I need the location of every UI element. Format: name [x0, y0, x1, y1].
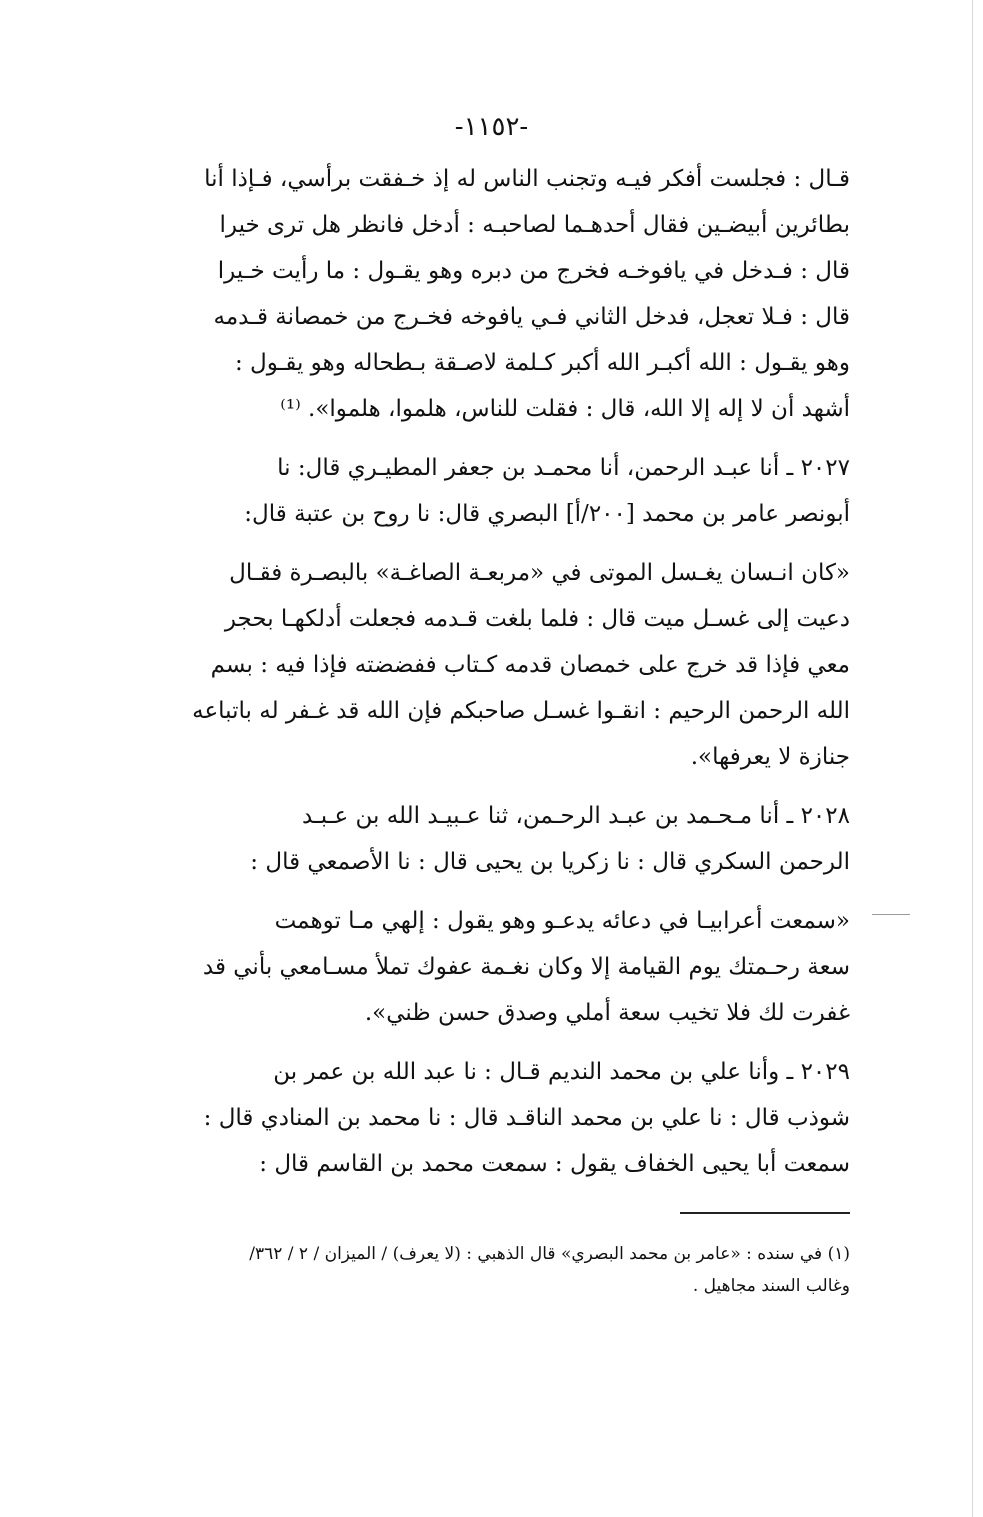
text-line: قـال : فجلست أفكر فيـه وتجنب الناس له إذ خـفقت برأسي، فـإذا أنا	[204, 166, 850, 192]
text-line: شوذب قال : نا علي بن محمد الناقـد قال : نا محمد بن المنادي قال :	[203, 1105, 850, 1131]
paragraph-isnad-2028	[130, 793, 850, 885]
text-line: بطائرين أبيضـين فقال أحدهـما لصاحبـه : أدخل فانظر هل ترى خيرا	[219, 212, 850, 238]
text-line: ٢٠٢٧ ـ أنا عبـد الرحمن، أنا محمـد بن جعفر المطيـري قال: نا	[277, 455, 850, 481]
paragraph-isnad-2027	[130, 445, 850, 537]
footnote-line: (١) في سنده : «عامر بن محمد البصري» قال الذهبي : (لا يعرف) / الميزان / ٢ / ٣٦٢/	[249, 1244, 850, 1264]
text-line: قال : فـدخل في يافوخـه فخرج من دبره وهو يقـول : ما رأيت خـيرا	[217, 258, 850, 284]
text-line: الرحمن السكري قال : نا زكريا بن يحيى قال : نا الأصمعي قال :	[250, 849, 850, 875]
text-line: «كان انـسان يغـسل الموتى في «مربعـة الصاغـة» بالبصـرة فقـال	[229, 560, 850, 586]
paragraph-isnad-2029	[130, 1049, 850, 1187]
text-line: أشهد أن لا إله إلا الله، قال : فقلت للناس، هلموا، هلموا». ⁽¹⁾	[280, 396, 850, 422]
text-line: معي فإذا قد خرج على خمصان قدمه كـتاب ففضضته فإذا فيه : بسم	[210, 652, 850, 678]
paragraph-narration-continuation	[130, 156, 850, 432]
text-line: قال : فـلا تعجل، فدخل الثاني فـي يافوخه فخـرج من خمصانة قـدمه	[213, 304, 850, 330]
scan-edge-line	[972, 0, 973, 1517]
text-line: الله الرحمن الرحيم : انقـوا غسـل صاحبكم فإن الله قد غـفر له باتباعه	[192, 698, 850, 724]
text-line: غفرت لك فلا تخيب سعة أملي وصدق حسن ظني».	[364, 1000, 850, 1026]
paragraph-matn-2027	[130, 550, 850, 780]
main-text	[130, 156, 850, 1187]
scan-margin-mark	[872, 914, 910, 915]
footnote-line: وغالب السند مجاهيل .	[692, 1276, 850, 1296]
text-line: ٢٠٢٨ ـ أنا مـحـمد بن عبـد الرحـمن، ثنا عـبيـد الله بن عـبـد	[301, 803, 850, 829]
text-line: سمعت أبا يحيى الخفاف يقول : سمعت محمد بن القاسم قال :	[259, 1151, 850, 1177]
text-line: وهو يقـول : الله أكبـر الله أكبر كـلمة لاصـقة بـطحاله وهو يقـول :	[234, 350, 850, 376]
text-line: دعيت إلى غسـل ميت قال : فلما بلغت قـدمه فجعلت أدلكهـا بحجر	[224, 606, 850, 632]
text-line: «سمعت أعرابيـا في دعائه يدعـو وهو يقول : إلهي مـا توهمت	[274, 908, 850, 934]
page-number: -١١٥٢-	[454, 112, 529, 142]
text-line: سعة رحـمتك يوم القيامة إلا وكان نغـمة عفوك تملأ مسـامعي بأني قد	[202, 954, 850, 980]
footnotes	[130, 1238, 850, 1302]
text-line: ٢٠٢٩ ـ وأنا علي بن محمد النديم قـال : نا عبد الله بن عمر بن	[273, 1059, 850, 1085]
text-line: جنازة لا يعرفها».	[690, 744, 850, 770]
text-line: أبونصر عامر بن محمد [٢٠٠/أ] البصري قال: نا روح بن عتبة قال:	[244, 501, 850, 527]
paragraph-matn-2028	[130, 898, 850, 1036]
footnote-divider	[680, 1212, 850, 1214]
